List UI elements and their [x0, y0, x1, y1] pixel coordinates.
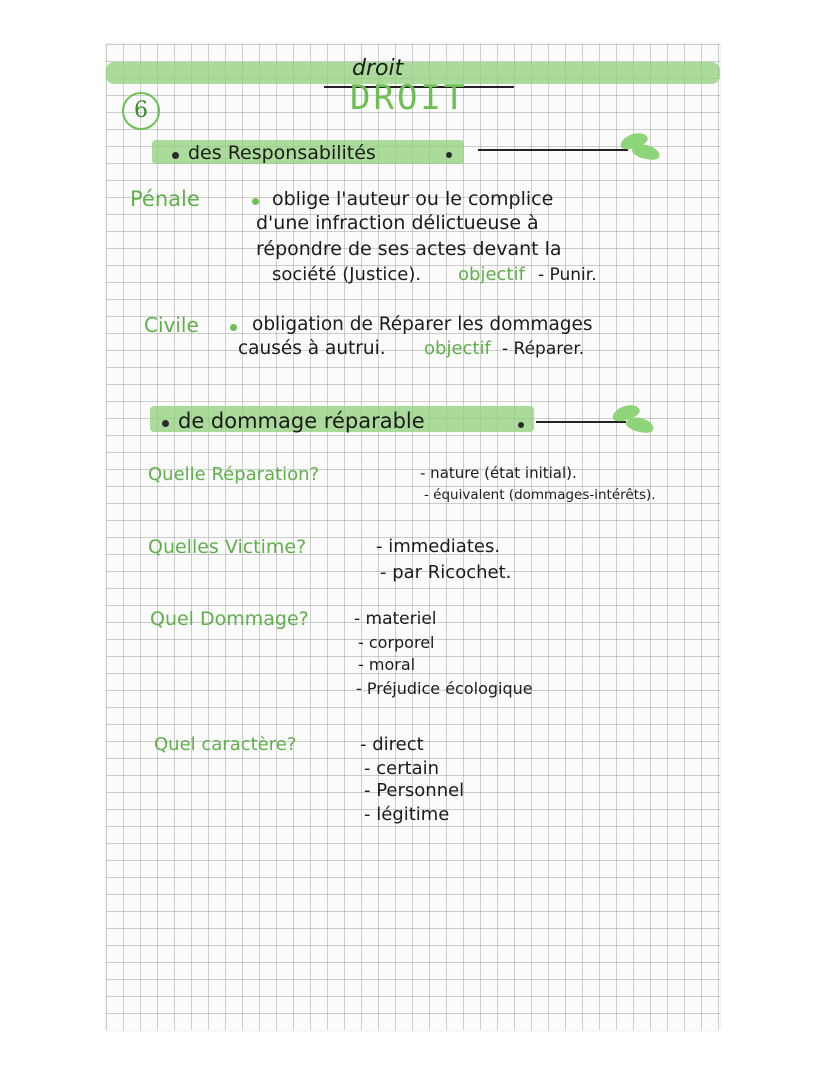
civile-objective-label: objectif: [424, 338, 491, 359]
section2-bullet: [162, 420, 169, 427]
q4-answer-1: - direct: [360, 734, 424, 755]
section1-bullet: [172, 152, 179, 159]
q4-question: Quel caractère?: [154, 734, 297, 755]
section1-heading: des Responsabilités: [188, 142, 376, 164]
civile-line-2: causés à autrui.: [238, 338, 386, 359]
penale-term: Pénale: [130, 187, 200, 211]
section1-rule: [478, 149, 628, 151]
q4-answer-2: - certain: [364, 758, 440, 779]
civile-term: Civile: [144, 313, 199, 337]
penale-line-4: société (Justice).: [272, 264, 422, 285]
q3-question: Quel Dommage?: [150, 608, 309, 630]
section2-end-dot: [518, 422, 524, 428]
section1-leaf-icon-2: [631, 142, 662, 162]
q3-answer-3: - moral: [358, 655, 416, 674]
penale-line-2: d'une infraction délictueuse à: [256, 212, 539, 234]
civile-bullet: [230, 324, 237, 331]
title-small: droit: [352, 56, 404, 81]
q2-question: Quelles Victime?: [148, 536, 307, 558]
section2-leaf-icon-2: [625, 415, 656, 435]
title-large: DROIT: [350, 78, 468, 118]
q3-answer-1: - materiel: [354, 609, 437, 629]
section2-heading: de dommage réparable: [178, 409, 425, 433]
q2-answer-2: - par Ricochet.: [380, 562, 512, 583]
section2-rule: [536, 421, 626, 423]
section1-end-dot: [446, 152, 452, 158]
civile-line-1: obligation de Réparer les dommages: [252, 314, 593, 335]
q2-answer-1: - immediates.: [376, 536, 501, 557]
penale-line-3: répondre de ses actes devant la: [256, 238, 562, 260]
civile-objective-value: - Réparer.: [502, 339, 585, 359]
grid-paper-sheet: [106, 44, 720, 1030]
q3-answer-2: - corporel: [358, 633, 435, 652]
q4-answer-3: - Personnel: [364, 780, 465, 801]
q1-answer-1: - nature (état initial).: [420, 464, 577, 482]
q3-answer-4: - Préjudice écologique: [356, 679, 533, 698]
penale-objective-label: objectif: [458, 264, 525, 285]
q1-question: Quelle Réparation?: [148, 464, 320, 485]
page-number-badge: [122, 92, 160, 130]
penale-line-1: oblige l'auteur ou le complice: [272, 188, 554, 210]
penale-bullet: [252, 198, 259, 205]
q4-answer-4: - légitime: [364, 804, 450, 825]
q1-answer-2: - équivalent (dommages-intérêts).: [424, 487, 656, 503]
penale-objective-value: - Punir.: [538, 265, 597, 285]
page-number: 6: [134, 98, 148, 123]
